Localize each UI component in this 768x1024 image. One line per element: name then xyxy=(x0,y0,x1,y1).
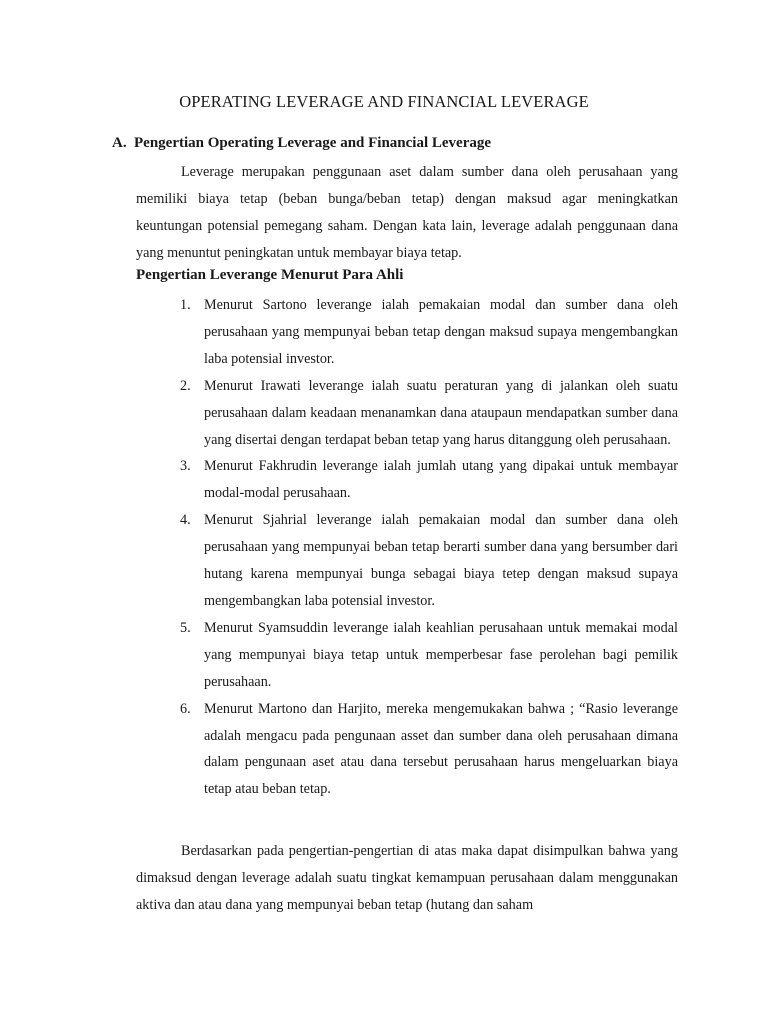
list-item-text: Menurut Syamsuddin leverange ialah keahlian perusahaan untuk memakai modal yang mempunyai biaya tetap untuk memperbesar fase perolehan bagi pemilik perusahaan. xyxy=(204,619,678,690)
list-item xyxy=(180,696,678,804)
section-heading xyxy=(112,135,491,152)
list-item xyxy=(180,507,678,615)
list-item-text: Menurut Sjahrial leverange ialah pemakaian modal dan sumber dana oleh perusahaan yang mempunyai beban tetap berarti sumber dana yang bersumber dari hutang karena mempunyai bunga sebagai biaya tetep dengan maksud supaya mengembangkan laba potensial investor. xyxy=(204,512,678,609)
section-marker: A. xyxy=(112,135,127,151)
list-item-text: Menurut Fakhrudin leverange ialah jumlah utang yang dipakai untuk membayar modal-modal perusahaan. xyxy=(204,458,678,502)
experts-list xyxy=(180,292,678,803)
list-item-text: Menurut Sartono leverange ialah pemakaian modal dan sumber dana oleh perusahaan yang mempunyai beban tetap dengan maksud supaya mengembangkan laba potensial investor. xyxy=(204,297,678,367)
list-item-number: 5. xyxy=(180,619,191,636)
list-item xyxy=(180,373,678,454)
list-item-number: 1. xyxy=(180,297,191,313)
list-item-number: 4. xyxy=(180,512,191,529)
list-item-number: 2. xyxy=(180,377,191,394)
document-title: OPERATING LEVERAGE AND FINANCIAL LEVERAGE xyxy=(179,92,589,111)
section-heading-text: Pengertian Operating Leverage and Financial Leverage xyxy=(134,135,492,151)
list-item-text: Menurut Martono dan Harjito, mereka mengemukakan bahwa ; “Rasio leverange adalah mengacu pada pengunaan asset dan sumber dana oleh perusahaan dimana dalam pengunaan aset atau dana tersebut perusahaan harus mengeluarkan biaya tetap atau beban tetap. xyxy=(204,700,678,798)
conclusion-paragraph: Berdasarkan pada pengertian-pengertian di atas maka dapat disimpulkan bahwa yang dimaksud dengan leverage adalah suatu tingkat kemampuan perusahaan dalam menggunakan aktiva dan atau dana yang mempunyai beban tetap (hutang dan saham xyxy=(136,843,678,913)
list-item-text: Menurut Irawati leverange ialah suatu peraturan yang di jalankan oleh suatu perusahaan dalam keadaan menanamkan dana ataupaun mendapatkan sumber dana yang disertai dengan terdapat beban tetap yang harus ditanggung oleh perusahaan. xyxy=(204,377,678,448)
intro-paragraph: Leverage merupakan penggunaan aset dalam sumber dana oleh perusahaan yang memiliki biaya tetap (beban bunga/beban tetap) dengan maksud agar meningkatkan keuntungan potensial pemegang saham. Dengan kata lain, leverage adalah penggunaan dana yang menuntut peningkatan untuk membayar biaya tetap. xyxy=(136,164,678,261)
list-item xyxy=(180,615,678,696)
list-item xyxy=(180,292,678,373)
subheading: Pengertian Leverange Menurut Para Ahli xyxy=(136,267,404,283)
list-item-number: 6. xyxy=(180,700,191,717)
list-item xyxy=(180,453,678,507)
list-item-number: 3. xyxy=(180,458,191,475)
